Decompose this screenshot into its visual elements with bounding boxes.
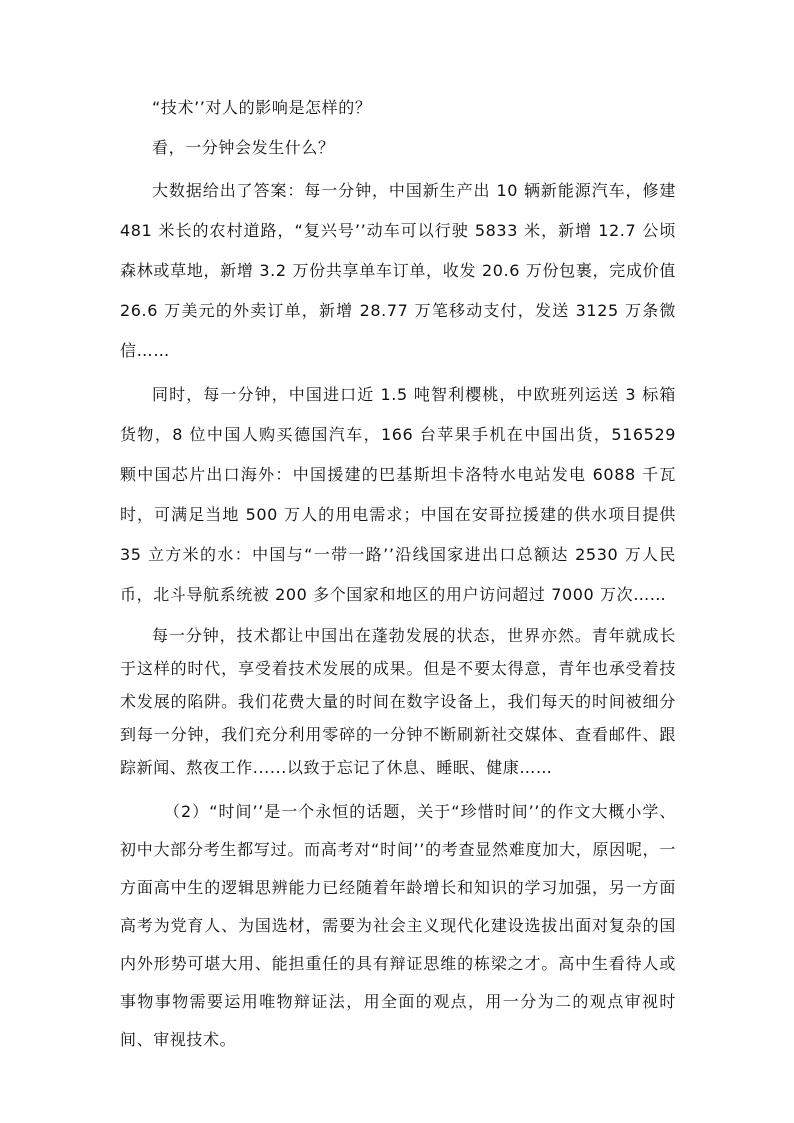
- paragraph-youth-technology: 每一分钟，技术都让中国出在蓬勃发展的状态，世界亦然。青年就成长于这样的时代，享受着技术发展的成果。但是不要太得意，青年也承受着技术发展的陷阱。我们花费大量的时间在数字设备上，我们每天的时间被细分到每一分钟，我们充分利用零碎的一分钟不断刷新社交媒体、查看邮件、跟踪新闻、熬夜工作......以致于忘记了休息、睡眠、健康……: [120, 626, 676, 777]
- paragraph-global-minute: 同时，每一分钟，中国进口近 1.5 吨智利樱桃，中欧班列运送 3 标箱货物，8 位中国人购买德国汽车，166 台苹果手机在中国出货，516529 颗中国芯片出口海外：中国援建的巴基斯坦卡洛特水电站发电 6088 千瓦时，可满足当地 500 万人的用电需求；中国在安哥拉援建的供水项目提供 35 立方米的水：中国与“一带一路’’沿线国家进出口总额达 2530 万人民币，北斗导航系统被 200 多个国家和地区的用户访问超过 7000 万次……: [120, 385, 676, 604]
- paragraph-big-data-answer: 大数据给出了答案：每一分钟，中国新生产出 10 辆新能源汽车，修建 481 米长的农村道路，“复兴号’’动车可以行驶 5833 米，新增 12.7 公顷森林或草地，新增 3.2 万份共享单车订单，收发 20.6 万份包裹，完成价值 26.6 万美元的外卖订单，新增 28.77 万笔移动支付，发送 3125 万条微信……: [120, 181, 676, 360]
- question-technology-impact: “技术’’对人的影响是怎样的？: [152, 98, 372, 117]
- question-one-minute: 看，一分钟会发生什么？: [152, 138, 335, 157]
- document-body: [120, 95, 676, 1059]
- paragraph-time-topic: （2）“时间’’是一个永恒的话题，关于“珍惜时间’’的作文大概小学、初中大部分考生都写过。而高考对“时间’’的考查显然难度加大，原因呢，一方面高中生的逻辑思辨能力已经随着年龄增长和知识的学习加强，另一方面高考为党育人、为国选材，需要为社会主义现代化建设选拔出面对复杂的国内外形势可堪大用、能担重任的具有辩证思维的栋梁之才。高中生看待人或事物事物需要运用唯物辩证法，用全面的观点，用一分为二的观点审视时间、审视技术。: [120, 802, 676, 1049]
